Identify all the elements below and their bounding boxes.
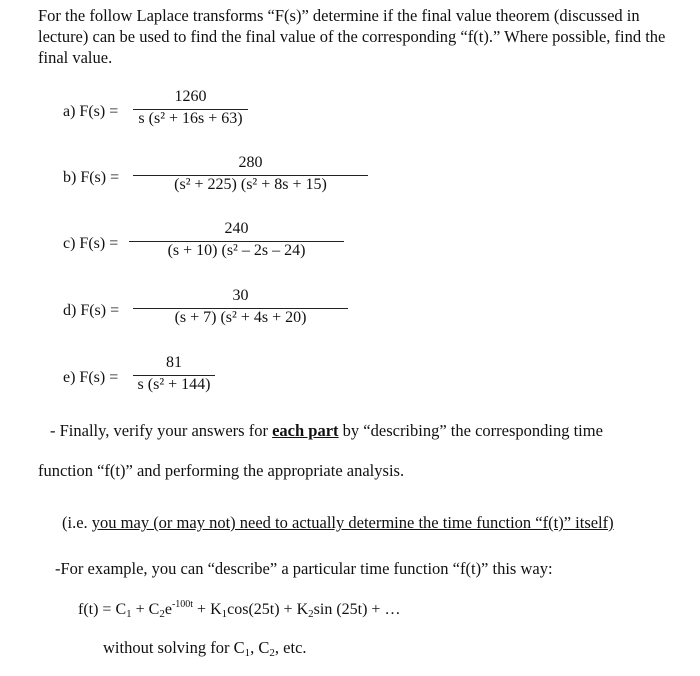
finally-line [50, 421, 603, 441]
formula-subscript: 2 [308, 608, 314, 620]
closing-text: without solving for C [103, 638, 245, 657]
finally-suffix: by “describing” the corresponding time [338, 421, 603, 440]
formula-text: f(t) = C [78, 601, 127, 618]
closing-subscript: 2 [269, 647, 275, 659]
formula-text: + K [193, 601, 222, 618]
formula-subscript: 1 [126, 608, 132, 620]
numerator: 30 [232, 287, 249, 304]
problem-label: b) F(s) = [63, 169, 120, 186]
fraction [133, 154, 368, 198]
formula-text: cos(25t) + K [227, 601, 309, 618]
fraction [133, 88, 248, 132]
finally-emphasis: each part [272, 421, 339, 440]
fraction [129, 220, 344, 264]
intro-paragraph: For the follow Laplace transforms “F(s)” determine if the final value theorem (discussed in lecture) can be used to find the final value of the corresponding “f(t).” Where possible, find the final value. [38, 6, 666, 67]
denominator: s (s² + 144) [137, 376, 211, 393]
denominator: (s + 7) (s² + 4s + 20) [174, 309, 307, 326]
denominator: (s² + 225) (s² + 8s + 15) [174, 176, 327, 193]
problem-label: e) F(s) = [63, 369, 119, 386]
problem-label: c) F(s) = [63, 235, 119, 252]
numerator: 280 [238, 154, 263, 171]
problem-label: d) F(s) = [63, 302, 120, 319]
formula-subscript: 2 [159, 608, 165, 620]
closing-text: , C [250, 638, 270, 657]
fraction [133, 287, 348, 331]
problem-label: a) F(s) = [63, 103, 119, 120]
note-prefix: (i.e. [62, 513, 92, 532]
numerator: 81 [166, 354, 182, 371]
closing-text: , etc. [274, 638, 307, 657]
example-formula [78, 599, 400, 620]
numerator: 1260 [174, 88, 207, 105]
formula-text: e [164, 601, 172, 618]
formula-text: sin (25t) + … [313, 601, 401, 618]
note-line [62, 513, 614, 533]
formula-text: + C [131, 601, 160, 618]
closing-line [103, 638, 307, 659]
formula-subscript: 1 [221, 608, 228, 620]
numerator: 240 [224, 220, 249, 237]
denominator: s (s² + 16s + 63) [138, 110, 243, 127]
closing-subscript: 1 [244, 647, 251, 659]
fraction [133, 354, 215, 398]
finally-prefix: - Finally, verify your answers for [50, 421, 273, 440]
example-line: -For example, you can “describe” a particular time function “f(t)” this way: [55, 559, 553, 578]
formula-superscript: -100t [171, 599, 194, 610]
denominator: (s + 10) (s² – 2s – 24) [167, 242, 306, 259]
note-underlined: you may (or may not) need to actually determine the time function “f(t)” itself) [91, 513, 614, 532]
finally-line-2: function “f(t)” and performing the appropriate analysis. [38, 461, 405, 480]
